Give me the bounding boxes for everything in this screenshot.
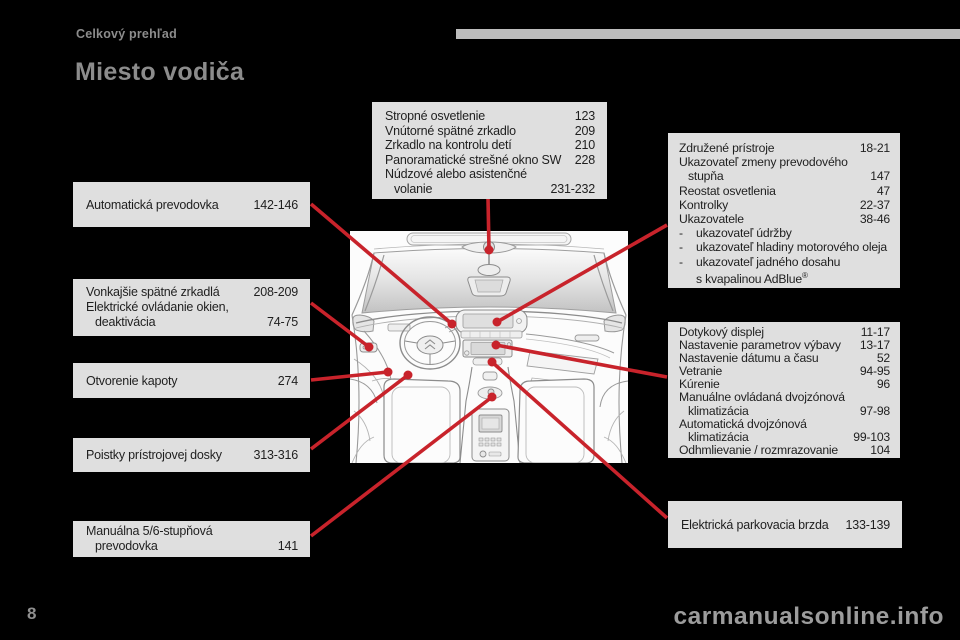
callout-page-ref: 97-98 <box>859 403 890 418</box>
callout-page-ref: 209 <box>574 123 595 138</box>
callout-label: Nastavenie parametrov výbavy <box>679 338 841 353</box>
callout-label: Vetranie <box>679 364 723 379</box>
callout-label: Automatická dvojzónová <box>679 416 807 431</box>
callout-row <box>86 448 298 462</box>
callout-row <box>679 255 890 269</box>
callout-row <box>679 226 890 240</box>
callout-row <box>679 444 890 457</box>
callout-page-ref: 133-139 <box>845 517 890 532</box>
header-rule <box>456 29 960 39</box>
callout-row <box>679 184 890 198</box>
callout-row <box>679 431 890 444</box>
callout-page-ref: 38-46 <box>859 212 890 227</box>
callout-label: Manuálna 5/6-stupňová <box>86 524 213 538</box>
callout-row <box>679 391 890 404</box>
callout-label: prevodovka <box>95 539 158 553</box>
callout-row <box>679 155 890 169</box>
callout-row <box>385 124 595 139</box>
callout-row <box>679 198 890 212</box>
callout-label: Ukazovateľ zmeny prevodového <box>679 155 848 170</box>
center-vent <box>461 331 522 338</box>
callout-page-ref: 228 <box>574 152 595 167</box>
bullet-dash: - <box>679 254 683 269</box>
callout-row <box>679 405 890 418</box>
callout-label: Manuálne ovládaná dvojzónová <box>679 390 845 405</box>
bullet-dash: - <box>679 226 683 241</box>
callout-box-fuses <box>73 438 310 472</box>
callout-label: Panoramatické strešné okno SW <box>385 152 562 167</box>
section-header: Celkový prehľad <box>76 27 177 41</box>
callout-box-door-mirrors <box>73 279 310 336</box>
callout-label: Združené prístroje <box>679 141 775 155</box>
callout-row <box>86 198 298 212</box>
callout-box-manual-gearbox <box>73 521 310 557</box>
callout-page-ref: 13-17 <box>859 338 890 353</box>
callout-label: Nastavenie dátumu a času <box>679 351 819 366</box>
callout-row <box>86 374 298 388</box>
instrument-cluster <box>456 310 527 333</box>
callout-label: Otvorenie kapoty <box>86 373 178 388</box>
callout-page-ref: 47 <box>876 183 890 198</box>
callout-label: Stropné osvetlenie <box>385 109 485 123</box>
callout-label: ukazovateľ jadného dosahu <box>696 254 841 269</box>
callout-page-ref: 96 <box>876 377 890 392</box>
callout-row <box>385 167 595 182</box>
callout-row <box>86 524 298 539</box>
callout-label: ukazovateľ údržby <box>696 226 792 241</box>
callout-label: Poistky prístrojovej dosky <box>86 448 222 462</box>
callout-row <box>679 269 890 286</box>
bullet-dash: - <box>679 240 683 255</box>
callout-page-ref: 123 <box>574 109 595 123</box>
callout-label: Reostat osvetlenia <box>679 183 776 198</box>
watermark: carmanualsonline.info <box>673 603 944 630</box>
callout-label: volanie <box>394 181 433 196</box>
callout-label: Vnútorné spätné zrkadlo <box>385 123 516 138</box>
callout-row <box>681 518 890 532</box>
callout-page-ref: 99-103 <box>853 429 890 444</box>
callout-row <box>385 109 595 124</box>
callout-label: Vonkajšie spätné zrkadlá <box>86 285 220 299</box>
callout-page-ref: 11-17 <box>860 325 890 339</box>
callout-label: s kvapalinou AdBlue® <box>696 270 808 286</box>
callout-label: Núdzové alebo asistenčné <box>385 167 527 182</box>
callout-label: ukazovateľ hladiny motorového oleja <box>696 240 887 255</box>
callout-box-bonnet <box>73 363 310 398</box>
callout-page-ref: 104 <box>870 442 890 457</box>
callout-row <box>679 240 890 254</box>
callout-row <box>86 315 298 330</box>
callout-label: Ukazovatele <box>679 212 744 227</box>
callout-label: Elektrické ovládanie okien, <box>86 300 229 314</box>
callout-row <box>679 169 890 183</box>
callout-row <box>679 212 890 226</box>
callout-row <box>679 141 890 155</box>
callout-page-ref: 18-21 <box>859 141 890 155</box>
callout-box-instruments <box>668 133 900 288</box>
callout-page-ref: 52 <box>876 351 890 366</box>
page-number: 8 <box>27 604 37 623</box>
gear-lever <box>488 389 494 395</box>
callout-label: Automatická prevodovka <box>86 197 219 212</box>
callout-page-ref: 313-316 <box>253 448 298 462</box>
callout-label: stupňa <box>688 169 724 184</box>
callout-label: deaktivácia <box>95 315 156 329</box>
callout-label: Kúrenie <box>679 377 720 392</box>
callout-row <box>86 285 298 300</box>
car-interior-illustration <box>350 231 628 463</box>
callout-page-ref: 274 <box>277 373 298 388</box>
callout-page-ref: 74-75 <box>267 315 298 329</box>
callout-page-ref: 142-146 <box>253 197 298 212</box>
touch-screen <box>463 340 512 357</box>
callout-label: Dotykový displej <box>679 325 764 339</box>
page-title: Miesto vodiča <box>75 58 245 86</box>
callout-page-ref: 94-95 <box>859 364 890 379</box>
callout-box-automatic-gearbox <box>73 182 310 227</box>
callout-row <box>86 539 298 554</box>
callout-label: Kontrolky <box>679 197 729 212</box>
callout-label: Elektrická parkovacia brzda <box>681 517 829 532</box>
callout-row <box>679 418 890 431</box>
callout-row <box>385 182 595 197</box>
callout-page-ref: 210 <box>574 138 595 153</box>
callout-page-ref: 147 <box>870 169 890 184</box>
callout-row <box>86 300 298 315</box>
callout-row <box>385 153 595 168</box>
callout-label: Zrkadlo na kontrolu detí <box>385 138 512 153</box>
callout-label: klimatizácia <box>688 403 749 418</box>
callout-box-parking-brake <box>668 501 902 548</box>
callout-row <box>385 138 595 153</box>
callout-page-ref: 22-37 <box>859 197 890 212</box>
callout-page-ref: 231-232 <box>550 181 595 196</box>
lower-vent <box>473 358 502 365</box>
callout-box-touchscreen <box>668 322 900 458</box>
callout-page-ref: 141 <box>277 539 298 553</box>
callout-page-ref: 208-209 <box>253 285 298 299</box>
callout-box-roof-console <box>372 102 607 199</box>
callout-label: Odhmlievanie / rozmrazovanie <box>679 442 839 457</box>
callout-label: klimatizácia <box>688 429 749 444</box>
